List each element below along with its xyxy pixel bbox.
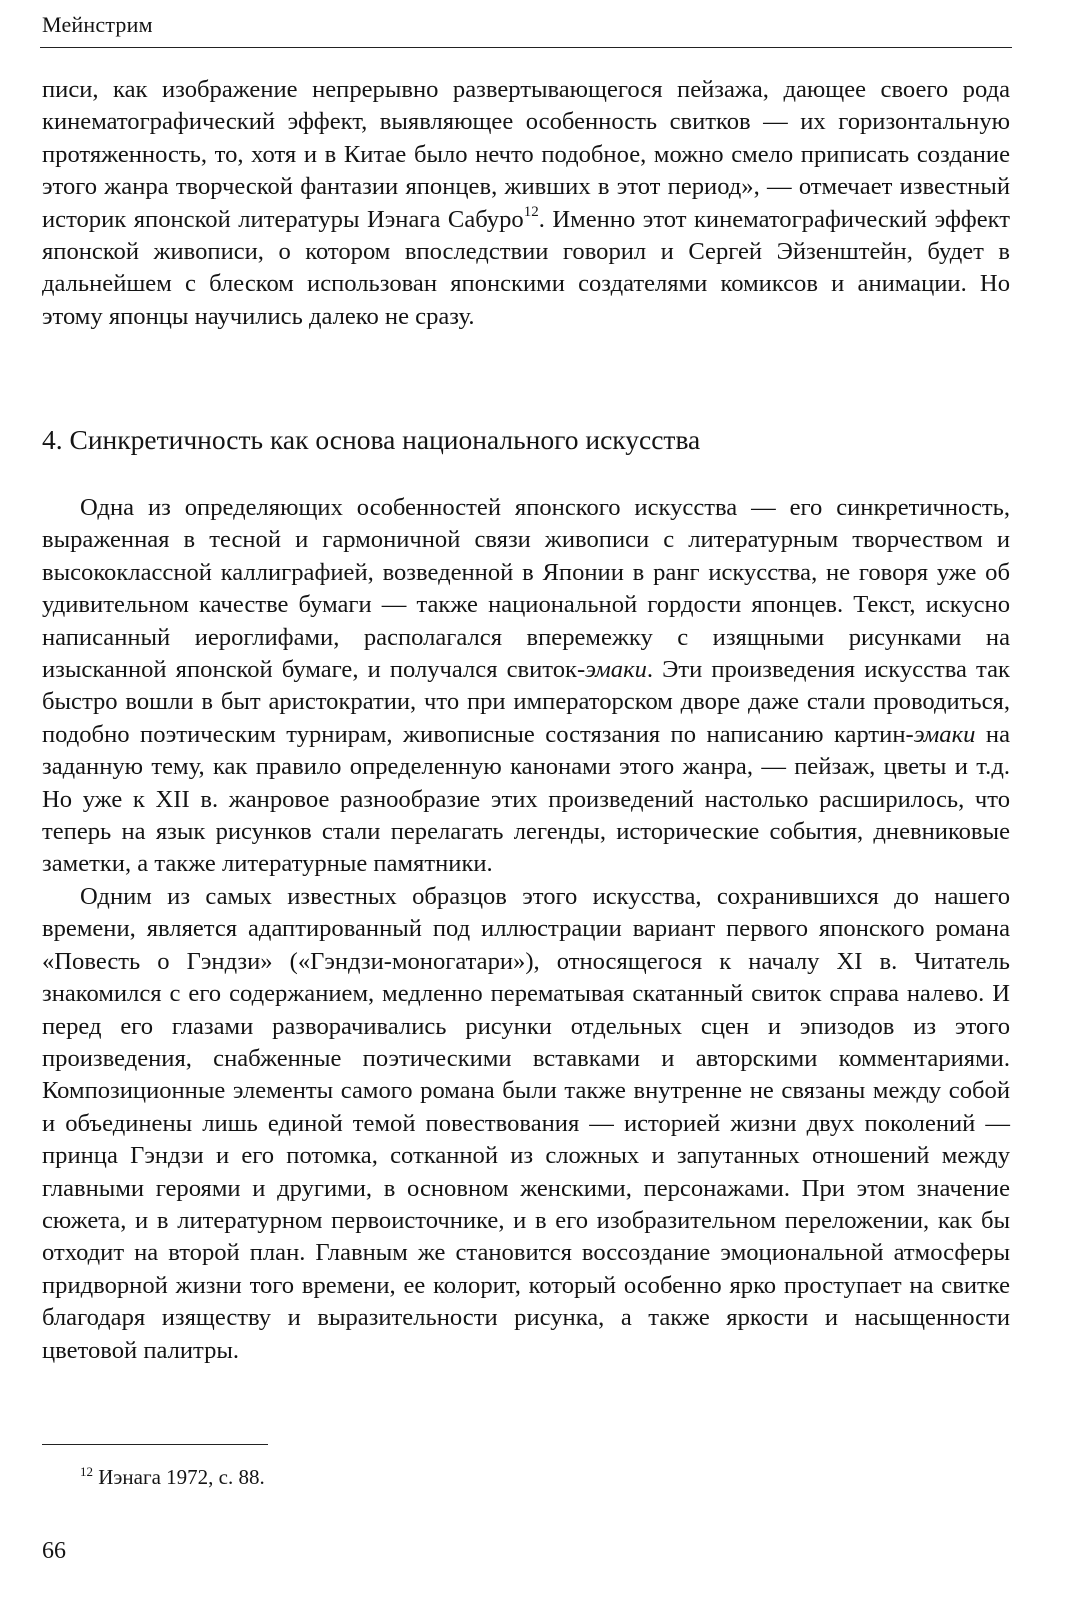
footnote-reference[interactable]: 12 bbox=[523, 203, 539, 220]
paragraph-text: . Именно этот кинематографический эффект японской живописи, о котором впоследствии говорил и Сергей Эйзенштейн, будет в дальнейшем с блеском использован японскими создателями комиксов и анимации. Но этому японцы научились далеко не сразу. bbox=[42, 205, 1010, 330]
italic-term: эмаки bbox=[585, 656, 647, 684]
paragraph-continuation bbox=[42, 74, 1010, 333]
text-block-top bbox=[42, 74, 1010, 333]
footnote-number: 12 bbox=[80, 1464, 93, 1479]
paragraph-text: Одна из определяющих особенностей японского искусства — его синкретичность, выраженная в тесной и гармоничной связи живописи с литературным творчеством и высококлассной каллиграфией, возведенной в Японии в ранг искусства, не говоря уже об удивительном качестве бумаги — также национальной гордости японцев. Текст, искусно написанный иероглифами, располагался вперемежку с изящными рисунками на изысканной японской бумаге, и получался свиток- bbox=[42, 494, 1010, 684]
text-block-main bbox=[42, 492, 1010, 1367]
footnote bbox=[80, 1459, 265, 1490]
running-head: Мейнстрим bbox=[42, 12, 153, 37]
paragraph-text: на заданную тему, как правило определенную канонами этого жанра, — пейзаж, цветы и т.д. Но уже к XII в. жанровое разнообразие этих произведений настолько расширилось, что теперь на язык рисунков стали перелагать легенды, исторические события, дневниковые заметки, а также литературные памятники. bbox=[42, 720, 1010, 878]
footnote-rule bbox=[42, 1444, 268, 1445]
section-heading: 4. Синкретичность как основа национального искусства bbox=[42, 424, 701, 455]
footnote-text: Иэнага 1972, с. 88. bbox=[93, 1465, 265, 1489]
paragraph bbox=[42, 492, 1010, 881]
paragraph-text: . Эти произведения искусства так быстро вошли в быт аристократии, что при императорском дворе даже стали проводиться, подобно поэтическим турнирам, живописные состязания по написанию картин- bbox=[42, 656, 1010, 748]
italic-term: эмаки bbox=[913, 720, 976, 748]
header-rule bbox=[40, 47, 1012, 48]
paragraph: Одним из самых известных образцов этого искусства, сохранившихся до нашего времени, является адаптированный под иллюстрации вариант первого японского романа «Повесть о Гэндзи» («Гэндзи-моногатари»), относящегося к началу XI в. Читатель знакомился с его содержанием, медленно перематывая скатанный свиток справа налево. И перед его глазами разворачивались рисунки отдельных сцен и эпизодов из этого произведения, снабженные поэтическими вставками и авторскими комментариями. Композиционные элементы самого романа были также внутренне не связаны между собой и объединены лишь единой темой повествования — историей жизни двух поколений — принца Гэндзи и его потомка, сотканной из сложных и запутанных отношений между главными героями и другими, в основном женскими, персонажами. При этом значение сюжета, и в литературном первоисточнике, и в его изобразительном переложении, как бы отходит на второй план. Главным же становится воссоздание эмоциональной атмосферы придворной жизни того времени, ее колорит, который особенно ярко проступает на свитке благодаря изяществу и выразительности рисунка, а также яркости и насыщенности цветовой палитры. bbox=[42, 882, 1010, 1364]
page-number: 66 bbox=[42, 1538, 66, 1564]
paragraph-text: писи, как изображение непрерывно развертывающегося пейзажа, дающее своего рода кинематографический эффект, выявляющее особенность свитков — их горизонтальную протяженность, то, хотя и в Китае было нечто подобное, можно смело приписать создание этого жанра творческой фантазии японцев, живших в этот период», — отмечает известный историк японской литературы Иэнага Сабуро bbox=[42, 76, 1010, 233]
